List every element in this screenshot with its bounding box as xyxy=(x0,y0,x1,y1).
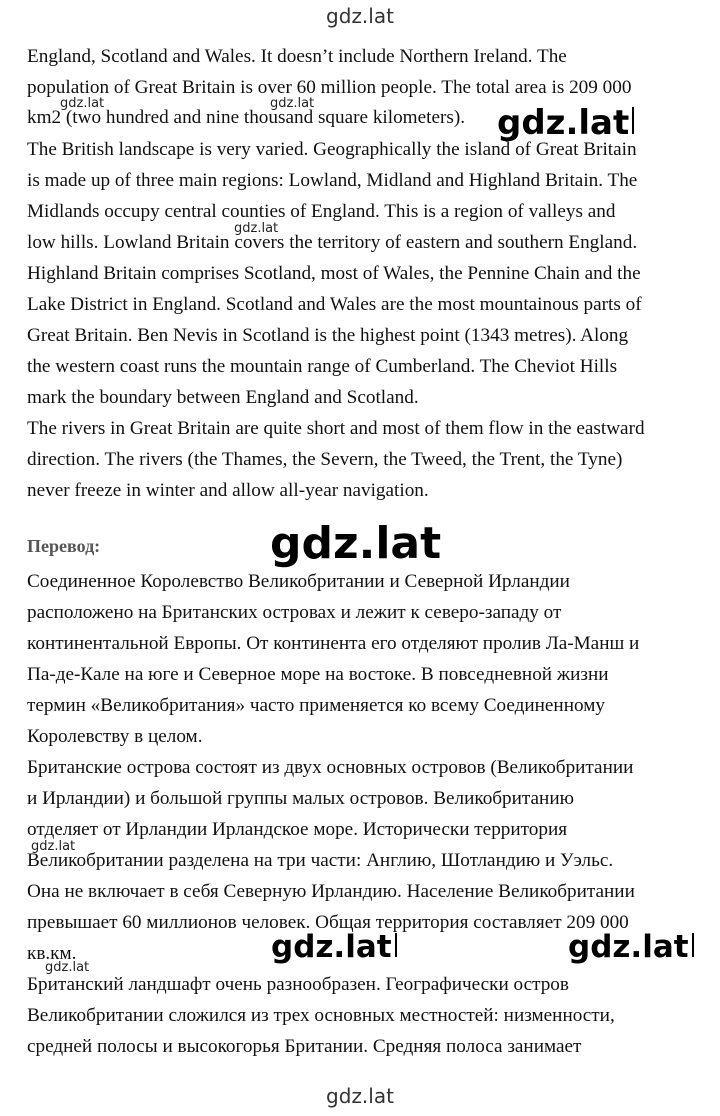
text-line: отделяет от Ирландии Ирландское море. Исторически территория xyxy=(27,819,568,840)
watermark-small: gdz.lat xyxy=(31,839,76,854)
watermark-large: gdz.lat xyxy=(497,106,634,140)
text-line: Great Britain. Ben Nevis in Scotland is the highest point (1343 metres). Along xyxy=(27,325,629,346)
text-line: Соединенное Королевство Великобритании и Северной Ирландии xyxy=(27,571,570,592)
text-line: is made up of three main regions: Lowland, Midland and Highland Britain. The xyxy=(27,170,638,191)
watermark-small: gdz.lat xyxy=(60,96,105,111)
translation-heading: Перевод: xyxy=(27,536,101,556)
text-line: Британский ландшафт очень разнообразен. Географически остров xyxy=(27,974,569,995)
text-line: km2 (two hundred and nine thousand square kilometers). xyxy=(27,107,466,128)
watermark-large: gdz.lat xyxy=(271,932,397,963)
text-line: Она не включает в себя Северную Ирландию. Население Великобритании xyxy=(27,881,635,902)
watermark-top: gdz.lat xyxy=(326,4,394,28)
text-cursor-bar xyxy=(632,107,634,134)
text-line: mark the boundary between England and Scotland. xyxy=(27,387,419,408)
watermark-small: gdz.lat xyxy=(45,960,90,975)
text-line: Британские острова состоят из двух основных островов (Великобритании xyxy=(27,757,634,778)
text-line: Highland Britain comprises Scotland, most of Wales, the Pennine Chain and the xyxy=(27,263,641,284)
watermark-bottom: gdz.lat xyxy=(326,1084,394,1108)
watermark-small: gdz.lat xyxy=(234,221,279,236)
text-line: Па-де-Кале на юге и Северное море на востоке. В повседневной жизни xyxy=(27,664,609,685)
text-line: low hills. Lowland Britain covers the territory of eastern and southern England. xyxy=(27,232,638,253)
text-line: Великобритании сложился из трех основных местностей: низменности, xyxy=(27,1005,615,1026)
text-cursor-bar xyxy=(395,933,397,957)
text-line: never freeze in winter and allow all-year navigation. xyxy=(27,480,429,501)
text-line: расположено на Британских островах и лежит к северо-западу от xyxy=(27,602,562,623)
watermark-large: gdz.lat xyxy=(270,518,442,569)
text-line: Midlands occupy central counties of England. This is a region of valleys and xyxy=(27,201,616,222)
text-line: превышает 60 миллионов человек. Общая территория составляет 209 000 xyxy=(27,912,629,933)
text-line: England, Scotland and Wales. It doesn’t include Northern Ireland. The xyxy=(27,46,567,67)
text-line: population of Great Britain is over 60 million people. The total area is 209 000 xyxy=(27,77,632,98)
text-cursor-bar xyxy=(692,933,694,957)
text-line: и Ирландии) и большой группы малых островов. Великобританию xyxy=(27,788,574,809)
watermark-large: gdz.lat xyxy=(568,932,694,963)
watermark-small: gdz.lat xyxy=(270,96,315,111)
text-line: континентальной Европы. От континента его отделяют пролив Ла-Манш и xyxy=(27,633,640,654)
text-line: кв.км. xyxy=(27,943,77,964)
text-line: Королевству в целом. xyxy=(27,726,203,747)
text-line: The rivers in Great Britain are quite short and most of them flow in the eastward xyxy=(27,418,645,439)
text-line: Lake District in England. Scotland and Wales are the most mountainous parts of xyxy=(27,294,642,315)
text-line: термин «Великобритания» часто применяется ко всему Соединенному xyxy=(27,695,605,716)
text-line: Великобритании разделена на три части: Англию, Шотландию и Уэльс. xyxy=(27,850,614,871)
text-line: the western coast runs the mountain range of Cumberland. The Cheviot Hills xyxy=(27,356,618,377)
text-line: средней полосы и высокогорья Британии. Средняя полоса занимает xyxy=(27,1036,582,1057)
text-line: direction. The rivers (the Thames, the Severn, the Tweed, the Trent, the Tyne) xyxy=(27,449,623,470)
text-line: The British landscape is very varied. Geographically the island of Great Britain xyxy=(27,139,637,160)
